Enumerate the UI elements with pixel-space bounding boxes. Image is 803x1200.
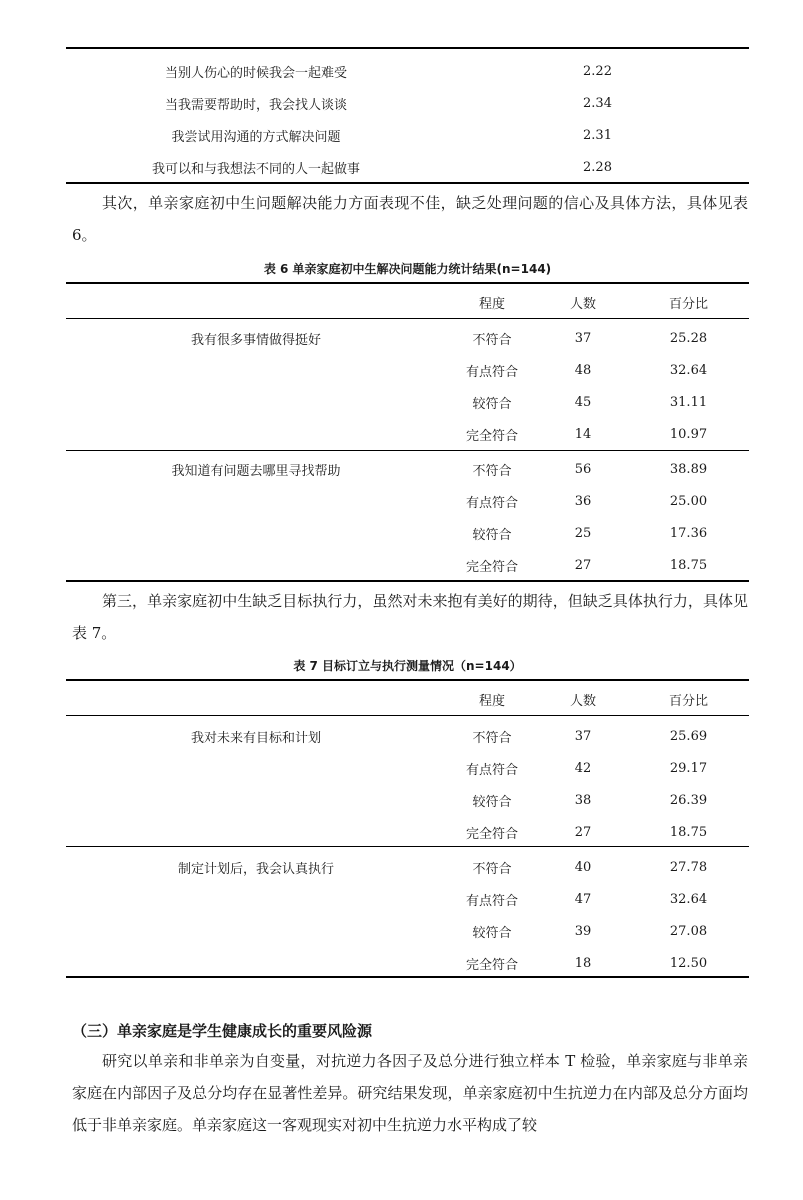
- table-row: [66, 915, 749, 947]
- table-row: [66, 883, 749, 915]
- count-cell: 18: [574, 955, 592, 971]
- degree-cell: 完全符合: [465, 428, 518, 444]
- percent-cell: 18.75: [669, 557, 708, 573]
- table-7-group-2: [66, 851, 749, 979]
- count-cell: 27: [574, 824, 592, 840]
- percent-cell: 12.50: [669, 955, 708, 971]
- section-heading: （三）单亲家庭是学生健康成长的重要风险源: [72, 1022, 373, 1040]
- table-7: [66, 684, 749, 714]
- count-cell: 39: [574, 923, 592, 939]
- degree-cell: 较符合: [472, 925, 512, 941]
- value-cell: 2.31: [583, 127, 612, 143]
- degree-cell: 不符合: [472, 861, 512, 877]
- item-cell: 制定计划后，我会认真执行: [177, 861, 334, 877]
- item-cell: 我知道有问题去哪里寻找帮助: [171, 463, 341, 479]
- table-row: [66, 816, 749, 848]
- count-cell: 27: [574, 557, 592, 573]
- table-row: [66, 720, 749, 752]
- count-cell: 14: [574, 426, 592, 442]
- table-row: [66, 119, 749, 151]
- table-6-caption: 表 6 单亲家庭初中生解决问题能力统计结果(n=144): [263, 262, 552, 276]
- table-row: [66, 55, 749, 87]
- table-header-row: [66, 684, 749, 714]
- item-cell: 我有很多事情做得挺好: [190, 332, 321, 348]
- value-cell: 2.34: [583, 95, 612, 111]
- table-row: [66, 784, 749, 816]
- count-cell: 36: [574, 493, 592, 509]
- table-7-bottom-rule: [66, 976, 749, 978]
- body-paragraph: 其次，单亲家庭初中生问题解决能力方面表现不佳，缺乏处理问题的信心及具体方法，具体见表 6。: [72, 194, 748, 244]
- table-7-group-rule: [66, 846, 749, 847]
- count-cell: 37: [574, 728, 592, 744]
- table-header-row: [66, 287, 749, 317]
- degree-cell: 不符合: [472, 730, 512, 746]
- degree-cell: 有点符合: [465, 893, 518, 909]
- count-cell: 56: [574, 461, 592, 477]
- percent-cell: 27.08: [669, 923, 708, 939]
- degree-cell: 完全符合: [465, 957, 518, 973]
- degree-cell: 完全符合: [465, 826, 518, 842]
- degree-cell: 有点符合: [465, 364, 518, 380]
- percent-cell: 17.36: [669, 525, 708, 541]
- percent-cell: 32.64: [669, 362, 708, 378]
- top-table: [66, 55, 749, 183]
- degree-cell: 有点符合: [465, 762, 518, 778]
- table-row: [66, 322, 749, 354]
- table-row: [66, 354, 749, 386]
- body-paragraph: 研究以单亲和非单亲为自变量，对抗逆力各因子及总分进行独立样本 T 检验，单亲家庭与非单亲家庭在内部因子及总分均存在显著性差异。研究结果发现，单亲家庭初中生抗逆力在内部及总分方面均低于非单亲家庭。单亲家庭这一客观现实对初中生抗逆力水平构成了较: [72, 1052, 748, 1134]
- percent-cell: 25.00: [669, 493, 708, 509]
- percent-cell: 26.39: [669, 792, 708, 808]
- table-row: [66, 418, 749, 450]
- table-7-group-1: [66, 720, 749, 848]
- percent-cell: 18.75: [669, 824, 708, 840]
- table-row: [66, 386, 749, 418]
- table-6-group-2: [66, 453, 749, 581]
- item-cell: 当别人伤心的时候我会一起难受: [164, 65, 347, 81]
- header-percent: 百分比: [668, 693, 708, 709]
- percent-cell: 27.78: [669, 859, 708, 875]
- top-table-top-rule: [66, 47, 749, 49]
- header-degree: 程度: [478, 296, 505, 312]
- table-7-header-rule: [66, 715, 749, 716]
- table-row: [66, 752, 749, 784]
- table-row: [66, 549, 749, 581]
- header-percent: 百分比: [668, 296, 708, 312]
- table-row: [66, 151, 749, 183]
- percent-cell: 31.11: [669, 394, 708, 410]
- count-cell: 48: [574, 362, 592, 378]
- table-row: [66, 453, 749, 485]
- degree-cell: 不符合: [472, 463, 512, 479]
- table-row: [66, 517, 749, 549]
- value-cell: 2.22: [583, 63, 612, 79]
- table-row: [66, 87, 749, 119]
- table-row: [66, 851, 749, 883]
- table-6-bottom-rule: [66, 580, 749, 582]
- percent-cell: 29.17: [669, 760, 708, 776]
- body-paragraph: 第三，单亲家庭初中生缺乏目标执行力，虽然对未来抱有美好的期待，但缺乏具体执行力，具体见表 7。: [72, 592, 748, 642]
- degree-cell: 较符合: [472, 794, 512, 810]
- header-count: 人数: [569, 296, 596, 312]
- count-cell: 47: [574, 891, 592, 907]
- count-cell: 40: [574, 859, 592, 875]
- count-cell: 25: [574, 525, 592, 541]
- item-cell: 我可以和与我想法不同的人一起做事: [151, 161, 360, 177]
- table-7-caption: 表 7 目标订立与执行测量情况（n=144）: [293, 659, 522, 673]
- table-row: [66, 947, 749, 979]
- table-6-header-rule: [66, 318, 749, 319]
- count-cell: 42: [574, 760, 592, 776]
- table-row: [66, 485, 749, 517]
- table-6-group-rule: [66, 450, 749, 451]
- percent-cell: 25.28: [669, 330, 708, 346]
- item-cell: 当我需要帮助时，我会找人谈谈: [164, 97, 347, 113]
- percent-cell: 25.69: [669, 728, 708, 744]
- count-cell: 38: [574, 792, 592, 808]
- value-cell: 2.28: [583, 159, 612, 175]
- header-degree: 程度: [478, 693, 505, 709]
- count-cell: 37: [574, 330, 592, 346]
- degree-cell: 较符合: [472, 396, 512, 412]
- table-6: [66, 287, 749, 317]
- degree-cell: 有点符合: [465, 495, 518, 511]
- table-6-group-1: [66, 322, 749, 450]
- degree-cell: 较符合: [472, 527, 512, 543]
- header-count: 人数: [569, 693, 596, 709]
- item-cell: 我尝试用沟通的方式解决问题: [171, 129, 341, 145]
- top-table-bottom-rule: [66, 182, 749, 184]
- item-cell: 我对未来有目标和计划: [190, 730, 321, 746]
- degree-cell: 完全符合: [465, 559, 518, 575]
- table-7-top-rule: [66, 679, 749, 681]
- percent-cell: 10.97: [669, 426, 708, 442]
- percent-cell: 38.89: [669, 461, 708, 477]
- degree-cell: 不符合: [472, 332, 512, 348]
- count-cell: 45: [574, 394, 592, 410]
- table-6-top-rule: [66, 282, 749, 284]
- percent-cell: 32.64: [669, 891, 708, 907]
